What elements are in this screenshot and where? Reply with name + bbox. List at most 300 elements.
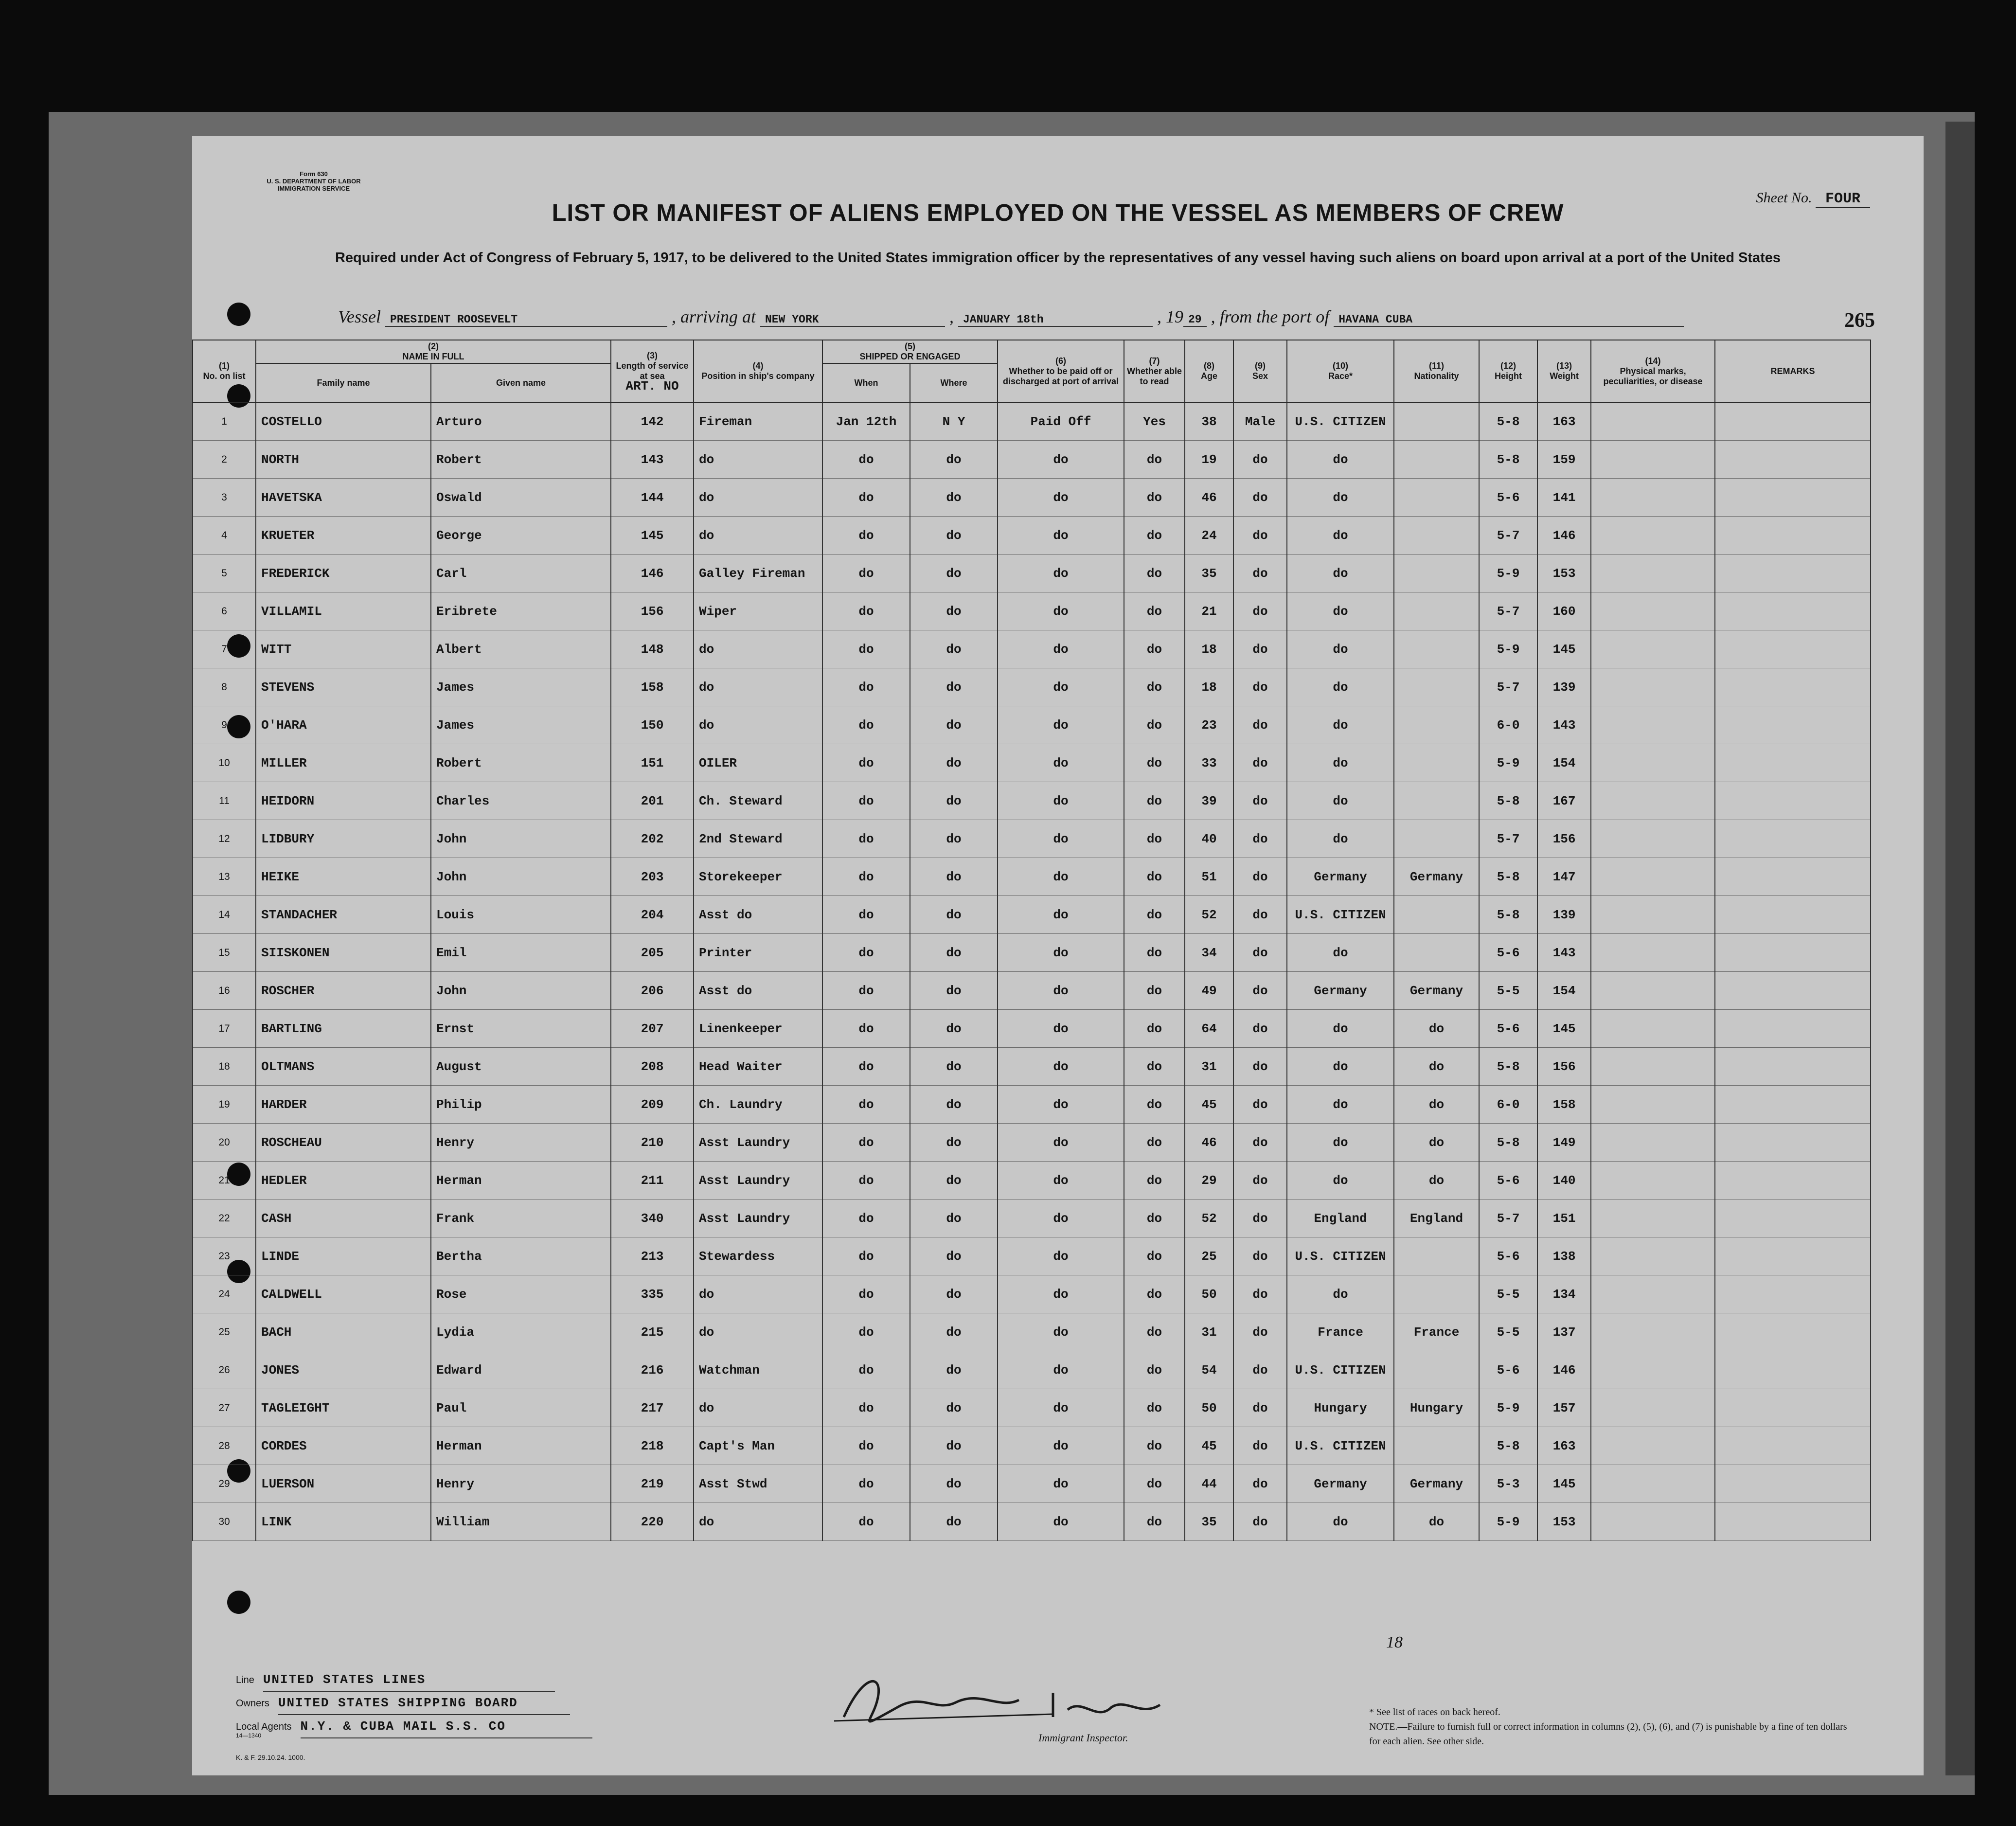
shipped-where: do xyxy=(910,441,998,479)
shipped-when: do xyxy=(822,1124,910,1162)
col-remarks: REMARKS xyxy=(1715,340,1871,402)
art-no: 335 xyxy=(611,1275,694,1313)
able-to-read: do xyxy=(1124,1389,1185,1427)
able-to-read: do xyxy=(1124,706,1185,744)
paid-off: do xyxy=(998,668,1124,706)
remarks xyxy=(1715,668,1871,706)
race: do xyxy=(1287,668,1394,706)
crew-row xyxy=(193,934,1871,972)
shipped-where: do xyxy=(910,1313,998,1351)
crew-row xyxy=(193,441,1871,479)
crew-row xyxy=(193,1199,1871,1237)
nationality xyxy=(1394,441,1479,479)
crew-row xyxy=(193,782,1871,820)
age: 35 xyxy=(1185,555,1233,592)
physical-marks xyxy=(1591,402,1715,441)
position: Printer xyxy=(694,934,822,972)
crew-row xyxy=(193,1427,1871,1465)
nationality: Germany xyxy=(1394,972,1479,1010)
form-identifier xyxy=(246,170,382,192)
remarks xyxy=(1715,1465,1871,1503)
weight: 159 xyxy=(1537,441,1591,479)
sheet-label: Sheet No. xyxy=(1756,190,1812,206)
physical-marks xyxy=(1591,1010,1715,1048)
shipped-when: do xyxy=(822,1503,910,1541)
given-name: Eribrete xyxy=(431,592,611,630)
shipped-where: do xyxy=(910,1503,998,1541)
art-no: 217 xyxy=(611,1389,694,1427)
given-name: John xyxy=(431,972,611,1010)
crew-row xyxy=(193,1048,1871,1086)
height: 5-8 xyxy=(1479,441,1537,479)
department-name: U. S. DEPARTMENT OF LABOR xyxy=(267,178,361,185)
paid-off: do xyxy=(998,896,1124,934)
shipped-where: do xyxy=(910,1086,998,1124)
paid-off: do xyxy=(998,1010,1124,1048)
crew-row xyxy=(193,820,1871,858)
given-name: Herman xyxy=(431,1162,611,1199)
position: Asst do xyxy=(694,972,822,1010)
able-to-read: do xyxy=(1124,517,1185,555)
art-no: 156 xyxy=(611,592,694,630)
remarks xyxy=(1715,1124,1871,1162)
paid-off: do xyxy=(998,1351,1124,1389)
nationality xyxy=(1394,1351,1479,1389)
row-number: 5 xyxy=(193,555,256,592)
crew-row xyxy=(193,517,1871,555)
crew-row xyxy=(193,402,1871,441)
crew-row xyxy=(193,896,1871,934)
family-name: ROSCHER xyxy=(256,972,431,1010)
position: Asst Laundry xyxy=(694,1124,822,1162)
able-to-read: Yes xyxy=(1124,402,1185,441)
able-to-read: do xyxy=(1124,630,1185,668)
height: 5-7 xyxy=(1479,592,1537,630)
given-name: Philip xyxy=(431,1086,611,1124)
height: 5-9 xyxy=(1479,1389,1537,1427)
art-no: 201 xyxy=(611,782,694,820)
art-no: 143 xyxy=(611,441,694,479)
race: do xyxy=(1287,1162,1394,1199)
crew-row xyxy=(193,1162,1871,1199)
weight: 156 xyxy=(1537,820,1591,858)
physical-marks xyxy=(1591,1086,1715,1124)
shipped-when: do xyxy=(822,1237,910,1275)
physical-marks xyxy=(1591,1465,1715,1503)
form-number: Form 630 xyxy=(300,170,328,178)
able-to-read: do xyxy=(1124,1427,1185,1465)
physical-marks xyxy=(1591,668,1715,706)
given-name: Emil xyxy=(431,934,611,972)
position: Capt's Man xyxy=(694,1427,822,1465)
art-no: 150 xyxy=(611,706,694,744)
weight: 151 xyxy=(1537,1199,1591,1237)
height: 5-6 xyxy=(1479,479,1537,517)
agents-code: 14—1340 xyxy=(236,1732,262,1739)
age: 54 xyxy=(1185,1351,1233,1389)
shipped-when: do xyxy=(822,1351,910,1389)
race: do xyxy=(1287,782,1394,820)
shipped-where: do xyxy=(910,820,998,858)
col-length-of-service: (3) Length of service at sea ART. NO xyxy=(611,340,694,402)
family-name: BACH xyxy=(256,1313,431,1351)
shipped-where: do xyxy=(910,668,998,706)
owners-value: UNITED STATES SHIPPING BOARD xyxy=(278,1692,570,1715)
age: 31 xyxy=(1185,1313,1233,1351)
shipped-where: do xyxy=(910,1351,998,1389)
row-number: 9 xyxy=(193,706,256,744)
row-number: 22 xyxy=(193,1199,256,1237)
remarks xyxy=(1715,402,1871,441)
crew-row xyxy=(193,479,1871,517)
shipped-where: do xyxy=(910,1389,998,1427)
sex: do xyxy=(1233,896,1287,934)
paid-off: do xyxy=(998,1389,1124,1427)
crew-row xyxy=(193,1124,1871,1162)
agents-value: N.Y. & CUBA MAIL S.S. CO xyxy=(301,1715,592,1738)
art-no: 204 xyxy=(611,896,694,934)
shipped-where: do xyxy=(910,1199,998,1237)
crew-manifest-table xyxy=(192,340,1871,1541)
family-name: HEIKE xyxy=(256,858,431,896)
row-number: 11 xyxy=(193,782,256,820)
position: OILER xyxy=(694,744,822,782)
owners-label: Owners xyxy=(236,1698,269,1709)
race: do xyxy=(1287,1048,1394,1086)
physical-marks xyxy=(1591,972,1715,1010)
family-name: TAGLEIGHT xyxy=(256,1389,431,1427)
paid-off: do xyxy=(998,1086,1124,1124)
position: Ch. Steward xyxy=(694,782,822,820)
position: do xyxy=(694,630,822,668)
shipped-where: do xyxy=(910,555,998,592)
height: 5-7 xyxy=(1479,517,1537,555)
family-name: HEDLER xyxy=(256,1162,431,1199)
physical-marks xyxy=(1591,1427,1715,1465)
art-no: 144 xyxy=(611,479,694,517)
col-where: Where xyxy=(910,363,998,402)
able-to-read: do xyxy=(1124,934,1185,972)
able-to-read: do xyxy=(1124,782,1185,820)
row-number: 26 xyxy=(193,1351,256,1389)
paid-off: do xyxy=(998,782,1124,820)
able-to-read: do xyxy=(1124,1237,1185,1275)
weight: 157 xyxy=(1537,1389,1591,1427)
art-no: 213 xyxy=(611,1237,694,1275)
given-name: August xyxy=(431,1048,611,1086)
row-number: 18 xyxy=(193,1048,256,1086)
sex: do xyxy=(1233,479,1287,517)
weight: 167 xyxy=(1537,782,1591,820)
family-name: LIDBURY xyxy=(256,820,431,858)
race: do xyxy=(1287,479,1394,517)
position: Asst Laundry xyxy=(694,1162,822,1199)
race: do xyxy=(1287,517,1394,555)
able-to-read: do xyxy=(1124,1351,1185,1389)
race: do xyxy=(1287,934,1394,972)
weight: 147 xyxy=(1537,858,1591,896)
from-label: , from the port of xyxy=(1211,307,1330,326)
row-number: 8 xyxy=(193,668,256,706)
shipped-when: do xyxy=(822,517,910,555)
position: do xyxy=(694,441,822,479)
art-no: 215 xyxy=(611,1313,694,1351)
remarks xyxy=(1715,972,1871,1010)
paid-off: do xyxy=(998,934,1124,972)
shipped-when: do xyxy=(822,555,910,592)
age: 52 xyxy=(1185,896,1233,934)
tally-mark: 18 xyxy=(1386,1633,1403,1651)
crew-row xyxy=(193,1389,1871,1427)
able-to-read: do xyxy=(1124,555,1185,592)
col-name-in-full: (2) NAME IN FULL xyxy=(256,340,611,363)
art-no: 210 xyxy=(611,1124,694,1162)
art-no: 148 xyxy=(611,630,694,668)
shipped-when: Jan 12th xyxy=(822,402,910,441)
weight: 145 xyxy=(1537,1465,1591,1503)
sex: do xyxy=(1233,1010,1287,1048)
sex: do xyxy=(1233,972,1287,1010)
position: Asst do xyxy=(694,896,822,934)
remarks xyxy=(1715,1010,1871,1048)
crew-row xyxy=(193,1313,1871,1351)
physical-marks xyxy=(1591,479,1715,517)
row-number: 23 xyxy=(193,1237,256,1275)
physical-marks xyxy=(1591,630,1715,668)
sex: do xyxy=(1233,1389,1287,1427)
sex: do xyxy=(1233,1503,1287,1541)
sex: do xyxy=(1233,1351,1287,1389)
age: 46 xyxy=(1185,1124,1233,1162)
age: 46 xyxy=(1185,479,1233,517)
row-number: 4 xyxy=(193,517,256,555)
able-to-read: do xyxy=(1124,1010,1185,1048)
row-number: 6 xyxy=(193,592,256,630)
weight: 153 xyxy=(1537,1503,1591,1541)
col-physical-marks: (14) Physical marks, peculiarities, or disease xyxy=(1591,340,1715,402)
race: do xyxy=(1287,744,1394,782)
paid-off: do xyxy=(998,1162,1124,1199)
age: 52 xyxy=(1185,1199,1233,1237)
vessel-name: PRESIDENT ROOSEVELT xyxy=(385,313,667,327)
shipped-when: do xyxy=(822,820,910,858)
race: do xyxy=(1287,592,1394,630)
crew-row xyxy=(193,592,1871,630)
shipped-when: do xyxy=(822,858,910,896)
race: do xyxy=(1287,1086,1394,1124)
given-name: James xyxy=(431,668,611,706)
paid-off: do xyxy=(998,1199,1124,1237)
able-to-read: do xyxy=(1124,1313,1185,1351)
race: do xyxy=(1287,706,1394,744)
given-name: Edward xyxy=(431,1351,611,1389)
given-name: Henry xyxy=(431,1124,611,1162)
race: Hungary xyxy=(1287,1389,1394,1427)
shipped-where: do xyxy=(910,592,998,630)
shipped-where: do xyxy=(910,1162,998,1199)
sex: do xyxy=(1233,630,1287,668)
race: France xyxy=(1287,1313,1394,1351)
position: do xyxy=(694,1389,822,1427)
position: Storekeeper xyxy=(694,858,822,896)
row-number: 10 xyxy=(193,744,256,782)
footnote xyxy=(1369,1705,1855,1749)
sex: do xyxy=(1233,1199,1287,1237)
position: 2nd Steward xyxy=(694,820,822,858)
given-name: Lydia xyxy=(431,1313,611,1351)
shipped-where: N Y xyxy=(910,402,998,441)
race: do xyxy=(1287,555,1394,592)
col-nationality: (11) Nationality xyxy=(1394,340,1479,402)
able-to-read: do xyxy=(1124,820,1185,858)
shipped-when: do xyxy=(822,1427,910,1465)
height: 5-7 xyxy=(1479,1199,1537,1237)
nationality xyxy=(1394,555,1479,592)
weight: 141 xyxy=(1537,479,1591,517)
sex: do xyxy=(1233,592,1287,630)
race: do xyxy=(1287,820,1394,858)
crew-row xyxy=(193,1503,1871,1541)
sex: do xyxy=(1233,517,1287,555)
family-name: LINK xyxy=(256,1503,431,1541)
shipped-where: do xyxy=(910,706,998,744)
family-name: MILLER xyxy=(256,744,431,782)
crew-row xyxy=(193,555,1871,592)
age: 19 xyxy=(1185,441,1233,479)
weight: 163 xyxy=(1537,402,1591,441)
remarks xyxy=(1715,706,1871,744)
paid-off: do xyxy=(998,1427,1124,1465)
row-number: 16 xyxy=(193,972,256,1010)
height: 5-6 xyxy=(1479,1162,1537,1199)
nationality xyxy=(1394,592,1479,630)
physical-marks xyxy=(1591,858,1715,896)
paid-off: do xyxy=(998,1465,1124,1503)
physical-marks xyxy=(1591,896,1715,934)
physical-marks xyxy=(1591,782,1715,820)
family-name: VILLAMIL xyxy=(256,592,431,630)
nationality xyxy=(1394,630,1479,668)
remarks xyxy=(1715,1427,1871,1465)
race: U.S. CITIZEN xyxy=(1287,402,1394,441)
family-name: O'HARA xyxy=(256,706,431,744)
shipped-where: do xyxy=(910,896,998,934)
nationality: England xyxy=(1394,1199,1479,1237)
nationality xyxy=(1394,402,1479,441)
shipped-when: do xyxy=(822,592,910,630)
height: 5-8 xyxy=(1479,1427,1537,1465)
crew-rows xyxy=(193,402,1871,1541)
paid-off: do xyxy=(998,1275,1124,1313)
row-number: 7 xyxy=(193,630,256,668)
able-to-read: do xyxy=(1124,1162,1185,1199)
art-no: 146 xyxy=(611,555,694,592)
printer-mark: K. & F. 29.10.24. 1000. xyxy=(236,1754,305,1761)
height: 5-6 xyxy=(1479,1237,1537,1275)
family-name: STANDACHER xyxy=(256,896,431,934)
row-number: 21 xyxy=(193,1162,256,1199)
art-no: 211 xyxy=(611,1162,694,1199)
remarks xyxy=(1715,630,1871,668)
art-no: 216 xyxy=(611,1351,694,1389)
nationality xyxy=(1394,1275,1479,1313)
remarks xyxy=(1715,896,1871,934)
row-number: 12 xyxy=(193,820,256,858)
family-name: HAVETSKA xyxy=(256,479,431,517)
sex: do xyxy=(1233,1237,1287,1275)
document-subtitle: Required under Act of Congress of February 5, 1917, to be delivered to the United States immigration officer by the representatives of any vessel having such aliens on board upon arrival at a port of the United States xyxy=(335,250,1781,266)
given-name: Arturo xyxy=(431,402,611,441)
position: do xyxy=(694,1503,822,1541)
given-name: Carl xyxy=(431,555,611,592)
line-label: Line xyxy=(236,1675,254,1685)
position: do xyxy=(694,668,822,706)
weight: 145 xyxy=(1537,1010,1591,1048)
nationality: do xyxy=(1394,1048,1479,1086)
age: 40 xyxy=(1185,820,1233,858)
nationality: do xyxy=(1394,1503,1479,1541)
race: England xyxy=(1287,1199,1394,1237)
sex: do xyxy=(1233,668,1287,706)
physical-marks xyxy=(1591,517,1715,555)
col-height: (12) Height xyxy=(1479,340,1537,402)
art-no: 207 xyxy=(611,1010,694,1048)
age: 18 xyxy=(1185,668,1233,706)
sex: do xyxy=(1233,1162,1287,1199)
shipped-where: do xyxy=(910,1427,998,1465)
height: 5-7 xyxy=(1479,668,1537,706)
nationality: Germany xyxy=(1394,858,1479,896)
weight: 153 xyxy=(1537,555,1591,592)
position: Asst Laundry xyxy=(694,1199,822,1237)
weight: 154 xyxy=(1537,744,1591,782)
weight: 158 xyxy=(1537,1086,1591,1124)
shipped-where: do xyxy=(910,782,998,820)
nationality: Hungary xyxy=(1394,1389,1479,1427)
nationality: France xyxy=(1394,1313,1479,1351)
height: 5-9 xyxy=(1479,555,1537,592)
age: 31 xyxy=(1185,1048,1233,1086)
sex: do xyxy=(1233,555,1287,592)
paid-off: do xyxy=(998,858,1124,896)
row-number: 25 xyxy=(193,1313,256,1351)
crew-row xyxy=(193,1237,1871,1275)
row-number: 27 xyxy=(193,1389,256,1427)
race-note: * See list of races on back hereof. xyxy=(1369,1707,1500,1718)
art-no: 202 xyxy=(611,820,694,858)
height: 6-0 xyxy=(1479,706,1537,744)
height: 6-0 xyxy=(1479,1086,1537,1124)
shipped-when: do xyxy=(822,896,910,934)
age: 29 xyxy=(1185,1162,1233,1199)
agents-label: Local Agents xyxy=(236,1721,292,1732)
year-value: 29 xyxy=(1183,313,1207,327)
vessel-line: Vessel PRESIDENT ROOSEVELT , arriving at NEW YORK , JANUARY 18th , 19 29 , from the port of HAVANA CUBA xyxy=(338,306,1846,327)
remarks xyxy=(1715,934,1871,972)
paid-off: do xyxy=(998,1048,1124,1086)
art-no: 340 xyxy=(611,1199,694,1237)
age: 49 xyxy=(1185,972,1233,1010)
age: 51 xyxy=(1185,858,1233,896)
paid-off: do xyxy=(998,479,1124,517)
age: 64 xyxy=(1185,1010,1233,1048)
paid-off: do xyxy=(998,972,1124,1010)
crew-row xyxy=(193,668,1871,706)
physical-marks xyxy=(1591,441,1715,479)
crew-row xyxy=(193,706,1871,744)
vessel-owners-block xyxy=(236,1668,592,1738)
row-number: 17 xyxy=(193,1010,256,1048)
